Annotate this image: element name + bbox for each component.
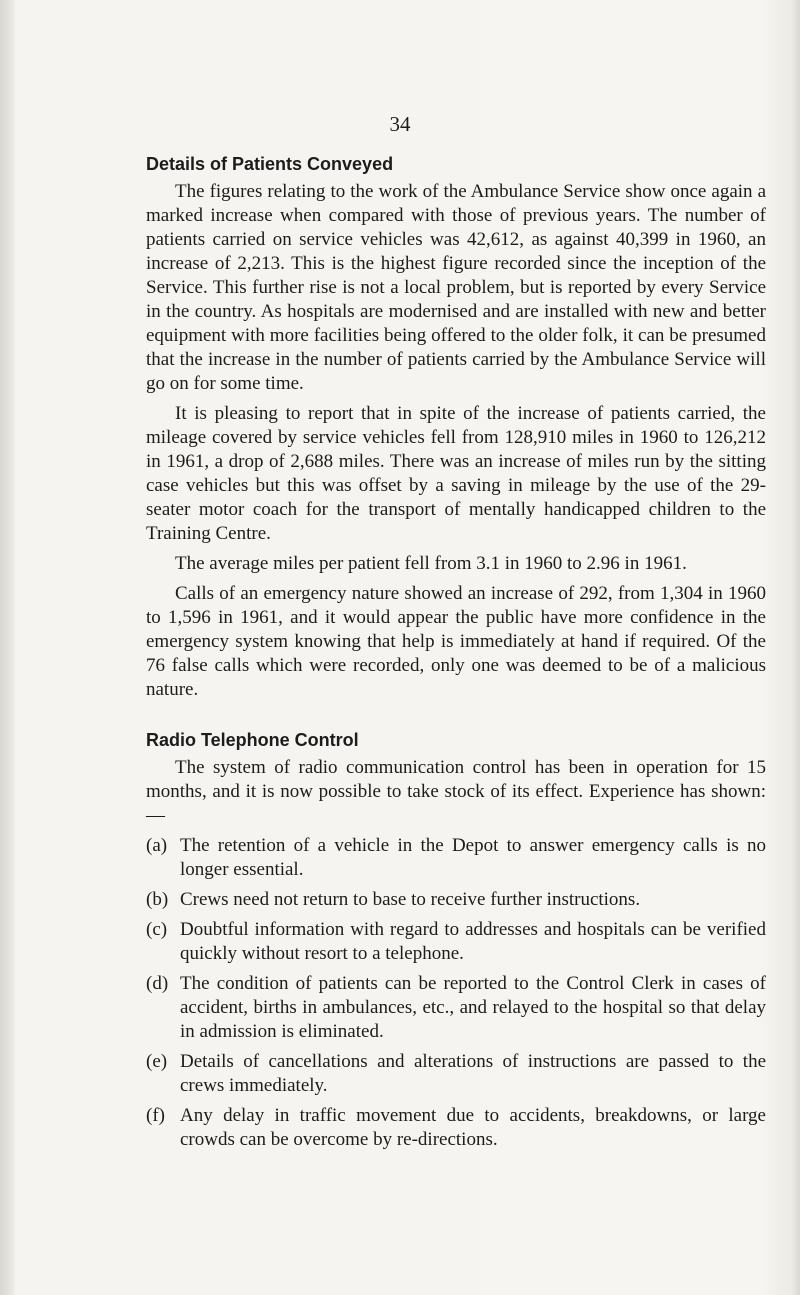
list-item <box>146 1104 766 1152</box>
paragraph: It is pleasing to report that in spite of the increase of patients carried, the mileage covered by service vehicles fell from 128,910 miles in 1960 to 126,212 in 1961, a drop of 2,688 miles. There was an increase of miles run by the sitting case vehicles but this was offset by a saving in mileage by the use of the 29-seater motor coach for the transport of mentally handicapped children to the Training Centre. <box>146 403 766 544</box>
list-item-text: Any delay in traffic movement due to accidents, breakdowns, or large crowds can be overcome by re-directions. <box>180 1105 766 1150</box>
list-item-text: The retention of a vehicle in the Depot to answer emergency calls is no longer essential. <box>180 835 766 880</box>
paragraph: The average miles per patient fell from 3.1 in 1960 to 2.96 in 1961. <box>175 553 687 574</box>
paragraph: Calls of an emergency nature showed an increase of 292, from 1,304 in 1960 to 1,596 in 1961, and it would appear the public have more confidence in the emergency system knowing that help is immediately at hand if required. Of the 76 false calls which were recorded, only one was deemed to be of a malicious nature. <box>146 583 766 700</box>
paragraph: The figures relating to the work of the Ambulance Service show once again a marked increase when compared with those of previous years. The number of patients carried on service vehicles was 42,612, as against 40,399 in 1960, an increase of 2,213. This is the highest figure recorded since the inception of the Service. This further rise is not a local problem, but is reported by every Service in the country. As hospitals are modernised and are installed with new and better equipment with more facilities being offered to the older folk, it can be presumed that the increase in the number of patients carried by the Ambulance Service will go on for some time. <box>146 181 766 394</box>
page-number: 34 <box>389 112 411 136</box>
page-left-edge <box>0 0 14 1295</box>
experience-list <box>146 834 766 1152</box>
section-heading-radio: Radio Telephone Control <box>146 730 359 750</box>
list-item-text: Details of cancellations and alterations of instructions are passed to the crews immediately. <box>180 1051 766 1096</box>
list-item <box>146 834 766 882</box>
list-item-text: Doubtful information with regard to addresses and hospitals can be verified quickly without resort to a telephone. <box>180 919 766 964</box>
list-marker: (a) <box>146 835 168 856</box>
list-item <box>146 918 766 966</box>
paragraph: The system of radio communication control has been in operation for 15 months, and it is now possible to take stock of its effect. Experience has shown:— <box>146 757 766 826</box>
list-marker: (e) <box>146 1051 168 1072</box>
page-content <box>146 152 766 1158</box>
list-item-text: The condition of patients can be reported to the Control Clerk in cases of accident, births in ambulances, etc., and relayed to the hospital so that delay in admission is eliminated. <box>180 973 766 1042</box>
list-item-text: Crews need not return to base to receive further instructions. <box>180 889 641 910</box>
page-right-edge <box>790 0 800 1295</box>
list-marker: (f) <box>146 1105 165 1126</box>
list-marker: (d) <box>146 973 169 994</box>
list-item <box>146 1050 766 1098</box>
list-item <box>146 972 766 1044</box>
list-marker: (b) <box>146 889 169 910</box>
list-item <box>146 888 766 912</box>
list-marker: (c) <box>146 919 168 940</box>
section-heading-patients: Details of Patients Conveyed <box>146 154 394 174</box>
